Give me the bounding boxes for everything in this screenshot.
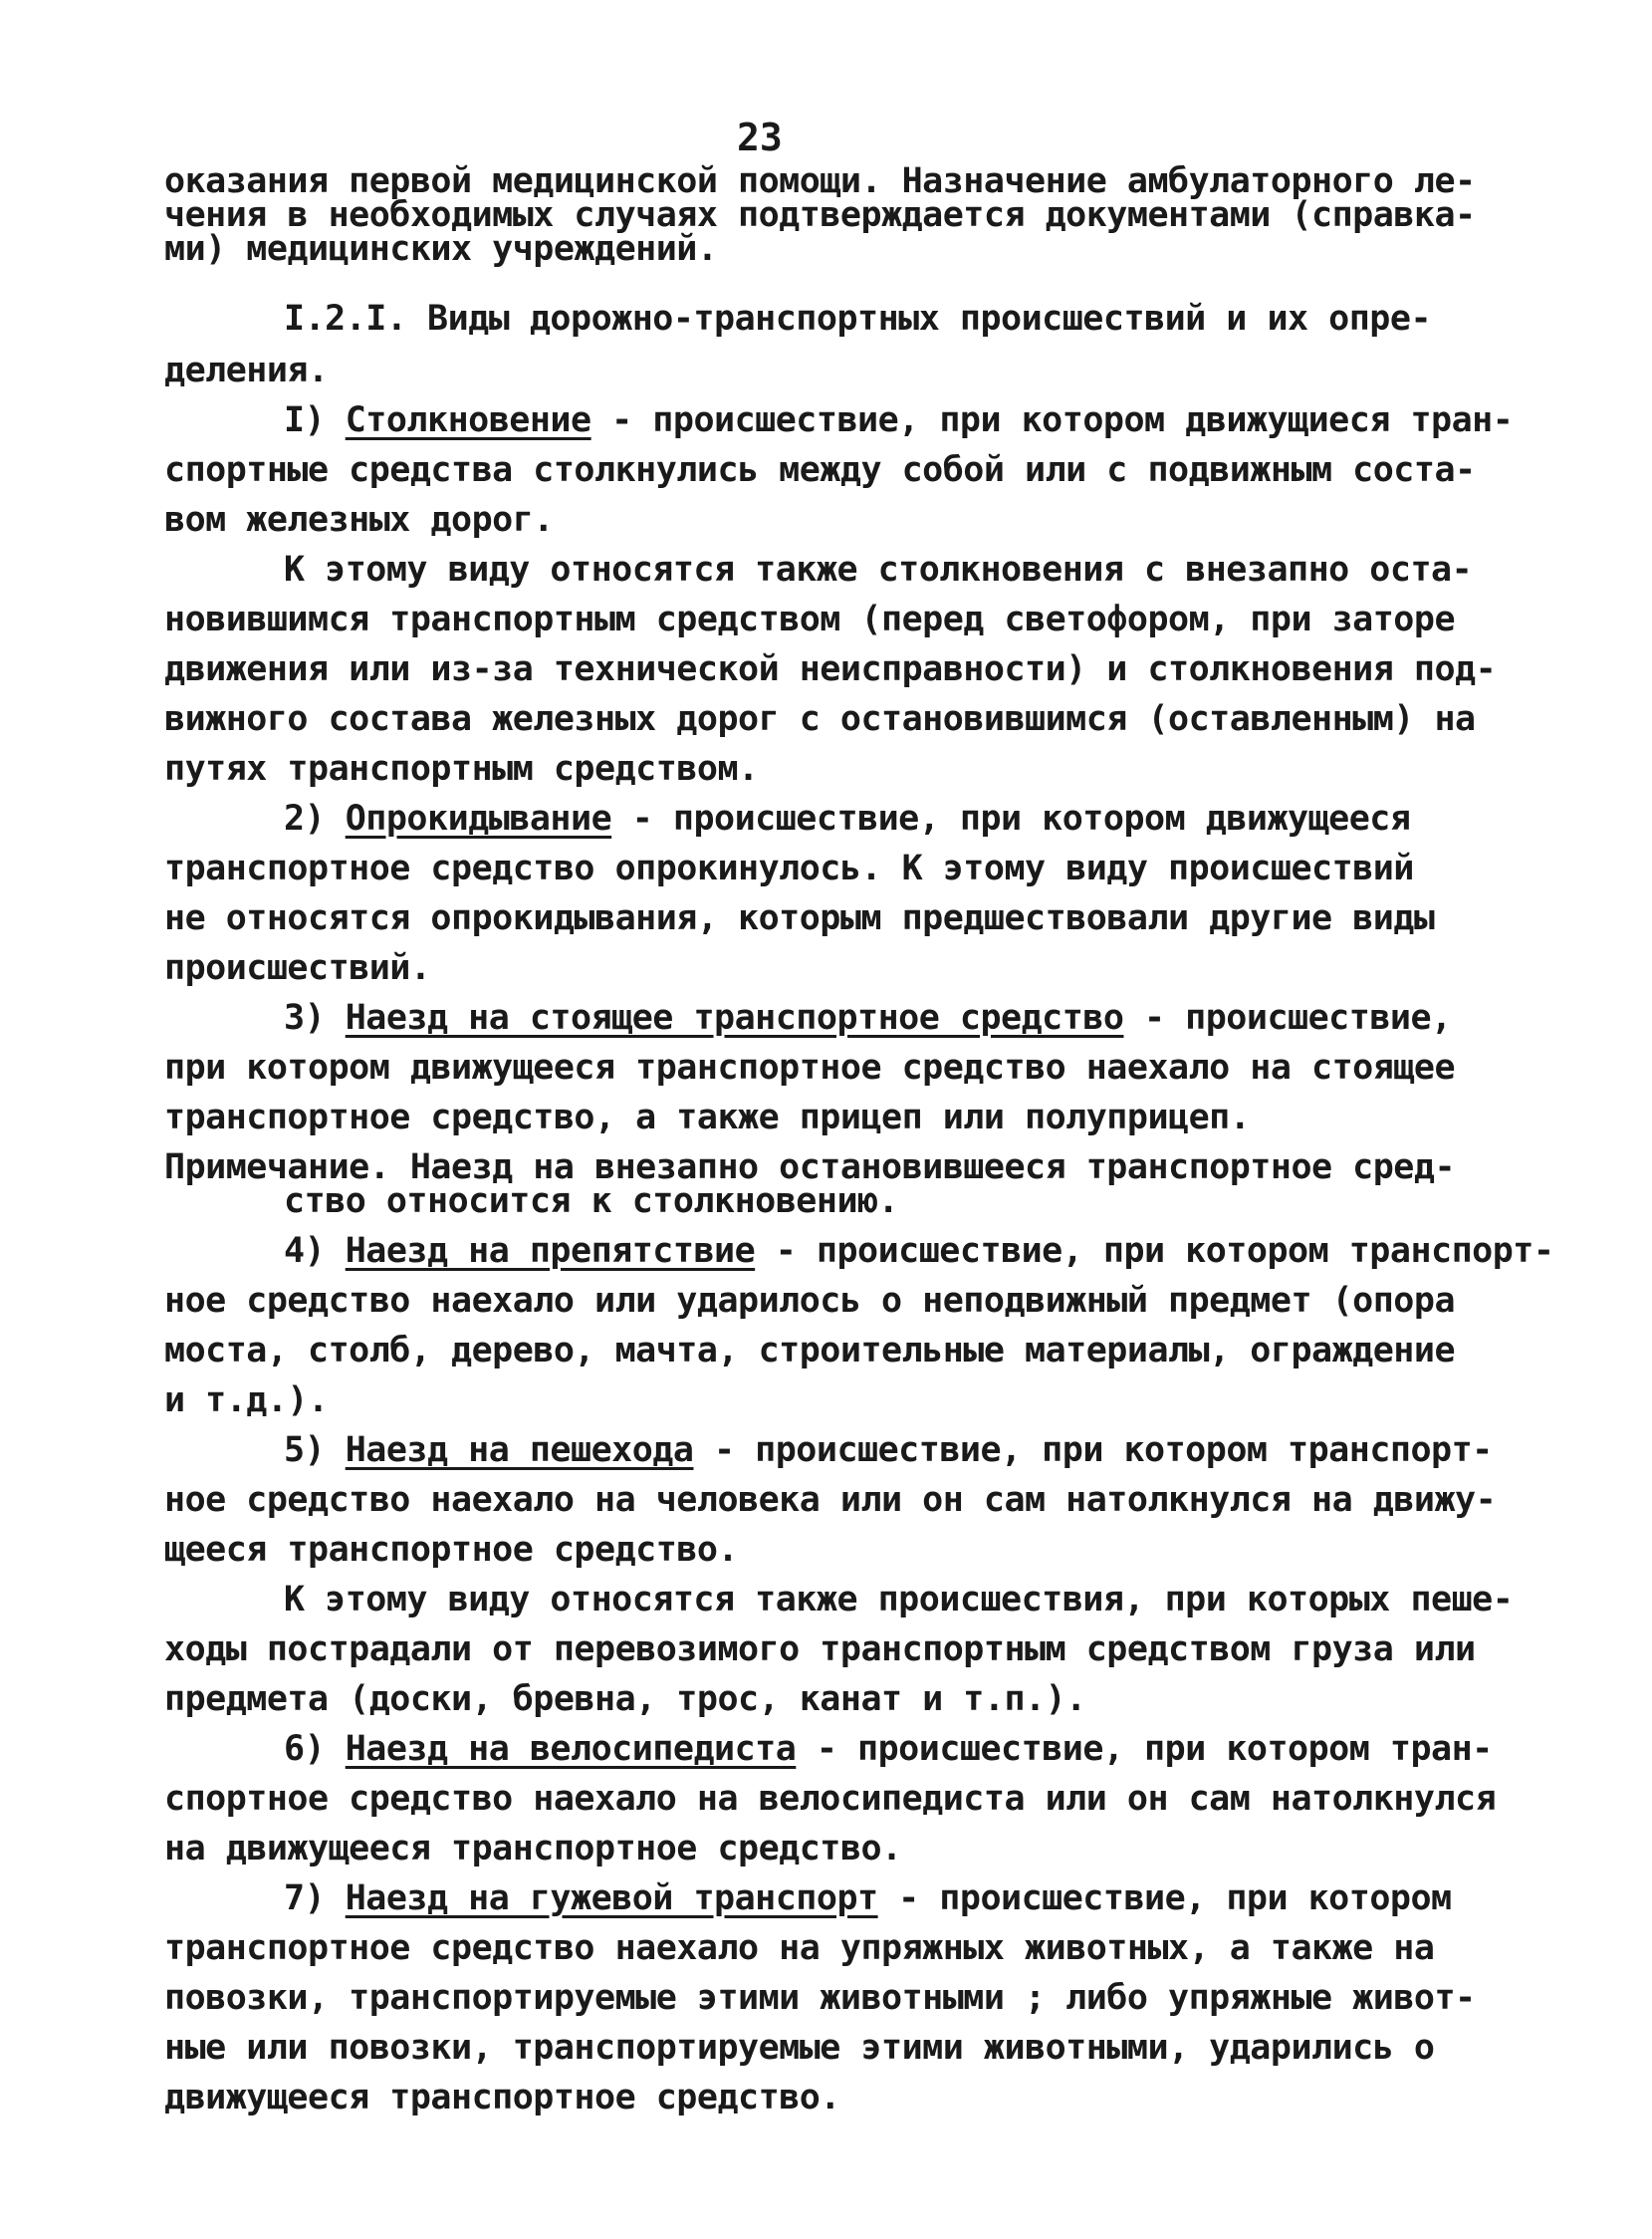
text-line: ми) медицинских учреждений. (164, 229, 718, 269)
text-line: вом железных дорог. (164, 500, 554, 540)
text-line: происшествий. (164, 948, 431, 988)
item-number: I) (284, 400, 346, 440)
text-line: транспортное средство наехало на упряжных животных, а также на (164, 1928, 1435, 1968)
text-line: движущееся транспортное средство. (164, 2078, 840, 2117)
term-definition: - происшествие, при котором движущееся (611, 799, 1411, 839)
text-line (284, 996, 1452, 1040)
text-line (284, 1727, 1493, 1771)
text-line: транспортное средство, а также прицеп или полуприцеп. (164, 1098, 1251, 1137)
term-definition: - происшествие, при котором транспорт- (693, 1430, 1493, 1470)
text-line: спортное средство наехало на велосипедиста или он сам натолкнулся (164, 1779, 1497, 1819)
text-line: ное средство наехало на человека или он сам натолкнулся на движу- (164, 1480, 1497, 1520)
term-underlined: Наезд на препятствие (345, 1231, 756, 1271)
item-number: 7) (284, 1878, 346, 1918)
text-line: ходы пострадали от перевозимого транспортным средством груза или (164, 1629, 1476, 1669)
text-line: чения в необходимых случаях подтверждается документами (справка- (164, 195, 1476, 235)
text-line: оказания первой медицинской помощи. Назначение амбулаторного ле- (164, 161, 1476, 201)
term-underlined: Столкновение (345, 400, 591, 440)
text-line: путях транспортным средством. (164, 749, 759, 789)
text-line: движения или из-за технической неисправности) и столкновения под- (164, 649, 1497, 689)
text-line: на движущееся транспортное средство. (164, 1829, 902, 1868)
text-line: I.2.I. Виды дорожно-транспортных происшествий и их опре- (284, 299, 1432, 339)
text-line: К этому виду относятся также происшествия, при которых пеше- (284, 1580, 1514, 1619)
item-number: 3) (284, 998, 346, 1038)
page-number: 23 (737, 116, 783, 159)
term-definition: - происшествие, при котором тран- (796, 1729, 1493, 1769)
item-number: 2) (284, 799, 346, 839)
text-line (284, 398, 1513, 442)
term-definition: - происшествие, при котором транспорт- (755, 1231, 1554, 1271)
text-line: спортные средства столкнулись между собой или с подвижным соста- (164, 450, 1476, 490)
term-definition: - происшествие, при котором (877, 1878, 1452, 1918)
text-line: и т.д.). (164, 1380, 329, 1420)
text-line: вижного состава железных дорог с остановившимся (оставленным) на (164, 699, 1476, 739)
text-line: моста, столб, дерево, мачта, строительные материалы, ограждение (164, 1331, 1456, 1370)
term-definition: - происшествие, при котором движущиеся тран- (590, 400, 1514, 440)
text-line (284, 1876, 1452, 1920)
item-number: 5) (284, 1430, 346, 1470)
text-line (284, 1229, 1553, 1273)
term-underlined: Наезд на стоящее транспортное средство (345, 998, 1124, 1038)
term-underlined: Наезд на гужевой транспорт (345, 1878, 878, 1918)
text-line: щееся транспортное средство. (164, 1530, 739, 1570)
text-line: новившимся транспортным средством (перед светофором, при заторе (164, 600, 1456, 639)
item-number: 6) (284, 1729, 346, 1769)
text-line: ство относится к столкновению. (284, 1181, 899, 1221)
text-line: ное средство наехало или ударилось о неподвижный предмет (опора (164, 1281, 1456, 1321)
term-definition: - происшествие, (1123, 998, 1452, 1038)
text-line: повозки, транспортируемые этими животными ; либо упряжные живот- (164, 1978, 1476, 2018)
text-line: Примечание. Наезд на внезапно остановившееся транспортное сред- (164, 1147, 1456, 1187)
text-line (284, 1428, 1493, 1472)
text-line: не относятся опрокидывания, которым предшествовали другие виды (164, 898, 1435, 938)
text-line: деления. (164, 351, 329, 390)
text-line: транспортное средство опрокинулось. К этому виду происшествий (164, 849, 1414, 888)
item-number: 4) (284, 1231, 346, 1271)
text-line: К этому виду относятся также столкновения с внезапно оста- (284, 550, 1473, 590)
term-underlined: Наезд на велосипедиста (345, 1729, 797, 1769)
text-line: при котором движущееся транспортное средство наехало на стоящее (164, 1048, 1456, 1088)
term-underlined: Опрокидывание (345, 799, 612, 839)
text-line: предмета (доски, бревна, трос, канат и т.п.). (164, 1679, 1086, 1719)
term-underlined: Наезд на пешехода (345, 1430, 694, 1470)
text-line: ные или повозки, транспортируемые этими животными, ударились о (164, 2028, 1435, 2068)
text-line (284, 797, 1410, 841)
